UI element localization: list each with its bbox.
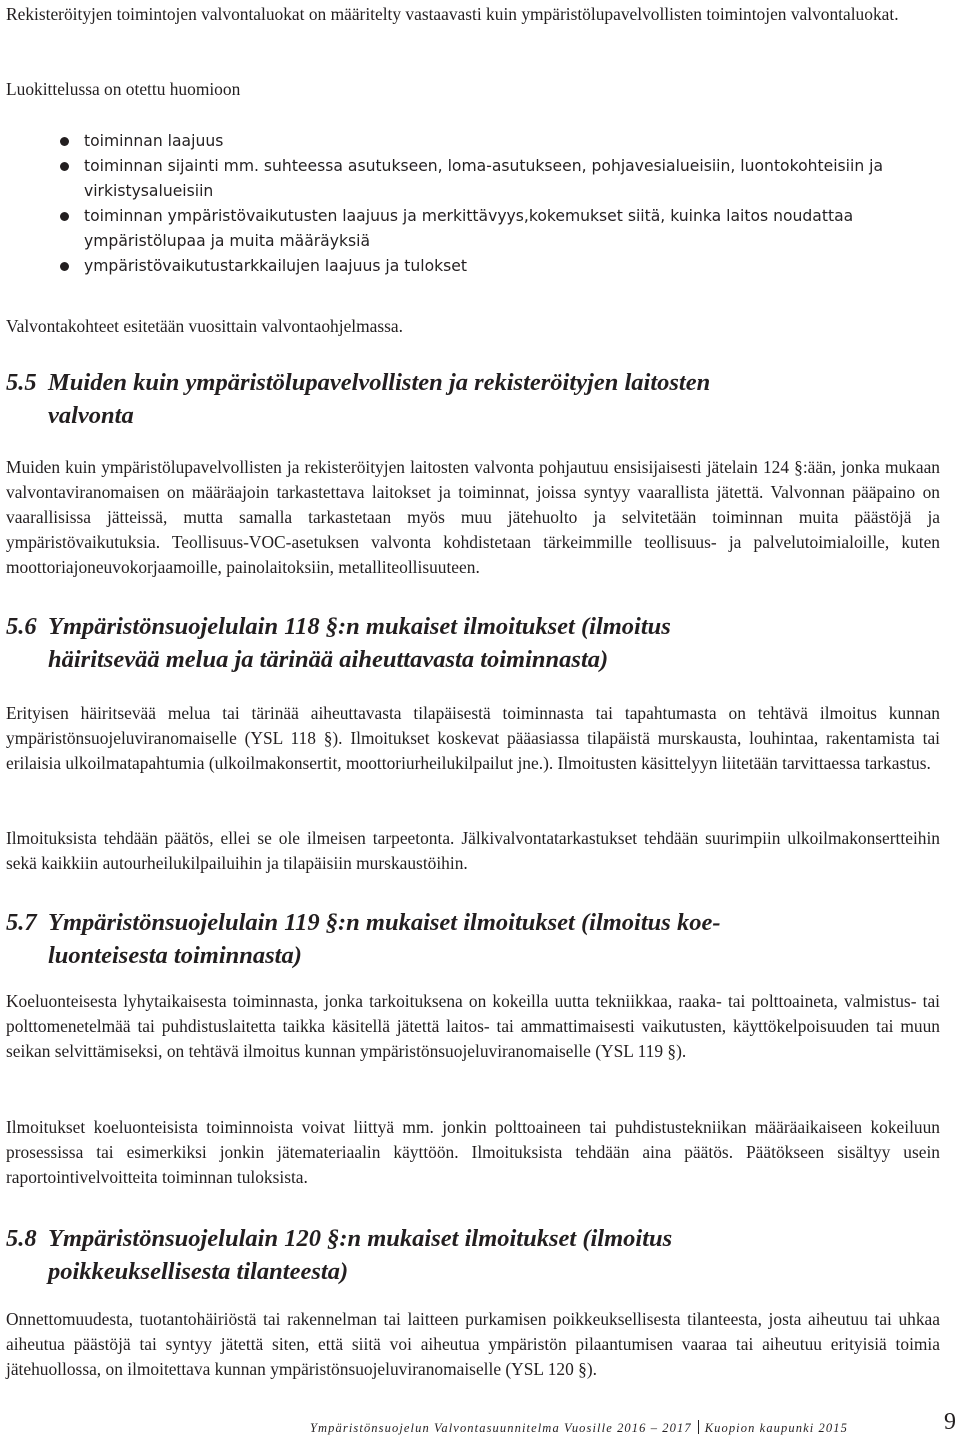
bullet-icon (60, 137, 69, 146)
bullet-icon (60, 262, 69, 271)
section-paragraph: Onnettomuudesta, tuotantohäiriöstä tai rakennelman tai laitteen purkamisen poikkeuksellisesta tilanteesta, josta aiheutuu tai uhkaa aiheutua päästöjä tai syntyy jätettä siten, että siitä voi aiheutua ympäristön pilaantumisen vaaraa tai aiheutuu erityisiä toimia jätehuollossa, on ilmoitettava kunnan ympäristönsuojeluviranomaiselle (YSL 120 §). (6, 1309, 940, 1379)
page-footer (310, 1418, 848, 1438)
list-item: toiminnan ympäristövaikutusten laajuus ja merkittävyys,kokemukset siitä, kuinka laitos noudattaa ympäristölupaa ja muita määräyksiä (0, 204, 920, 254)
section-heading-5-7: 5.7 Ympäristönsuojelulain 119 §:n mukaiset ilmoitukset (ilmoitus koe- luonteisesta toiminnasta) (6, 906, 906, 972)
section-paragraph: Koeluonteisesta lyhytaikaisesta toiminnasta, jonka tarkoituksena on kokeilla uutta tekniikkaa, raaka- tai polttoaineta, valmistus- tai polttomenetelmää tai puhdistuslaitetta taikka käsitellä jätettä laitos- tai ammattimaisesti vaikutusten, käyttökelpoisuuden tai muun seikan selvittämiseksi, on tehtävä ilmoitus kunnan ympäristönsuojeluviranomaiselle (YSL 119 §). (6, 991, 940, 1061)
section-paragraph: Ilmoituksista tehdään päätös, ellei se ole ilmeisen tarpeetonta. Jälkivalvontatarkastukset tehdään suurimpiin ulkoilmakonsertteihin sekä kaikkiin autourheilukilpailuihin ja tilapäisiin murskaustöihin. (6, 828, 940, 873)
list-item: toiminnan laajuus (0, 129, 920, 154)
list-item: ympäristövaikutustarkkailujen laajuus ja tulokset (0, 254, 920, 279)
bullet-list (0, 129, 920, 279)
section-paragraph: Muiden kuin ympäristölupavelvollisten ja rekisteröityjen laitosten valvonta pohjautuu ensisijaisesti jätelain 124 §:ään, jonka mukaan valvontaviranomaisen on määräajoin tarkastettava laitokset ja toiminnat, joissa syntyy vaarallista jätettä. Valvonnan pääpaino on vaarallisissa jätteissä, mutta samalla tarkastetaan myös muu jätehuolto ja selvitetään toiminnan muita päästöjä ja ympäristövaikutuksia. Teollisuus-VOC-asetuksen valvonta kohdistetaan tärkeimmille teollisuus- ja palvelutoimialoille, kuten moottoriajoneuvokorjaamoille, painolaitoksiin, metalliteollisuuteen. (6, 457, 940, 577)
section-paragraph: Ilmoitukset koeluonteisista toiminnoista voivat liittyä mm. jonkin polttoaineen tai puhdistustekniikan määräaikaiseen kokeiluun prosessissa tai esimerkiksi jonkin jätemateriaalin käyttöön. Ilmoituksista tehdään aina päätös. Päätökseen sisältyy usein raportointivelvoitteita toiminnan tuloksista. (6, 1117, 940, 1187)
bullet-icon (60, 212, 69, 221)
section-paragraph: Erityisen häiritsevää melua tai tärinää aiheuttavasta tilapäisestä toiminnasta tai tapahtumasta on tehtävä ilmoitus kunnan ympäristönsuojeluviranomaiselle (YSL 118 §). Ilmoitukset koskevat pääasiassa tilapäistä murskausta, louhintaa, rakentamista tai erilaisia ulkoilmatapahtumia (ulkoilmakonsertit, moottoriurheilukilpailut jne.). Ilmoitusten käsittelyyn liitetään tarvittaessa tarkastus. (6, 703, 940, 773)
footer-doc-title: Ympäristönsuojelun Valvontasuunnitelma Vuosille 2016 – 2017 (310, 1421, 692, 1435)
section-heading-5-8: 5.8 Ympäristönsuojelulain 120 §:n mukaiset ilmoitukset (ilmoitus poikkeuksellisesta tilanteesta) (6, 1222, 906, 1288)
intro-paragraph: Rekisteröityjen toimintojen valvontaluokat on määritelty vastaavasti kuin ympäristölupavelvollisten toimintojen valvontaluokat. (6, 4, 899, 24)
footer-divider (698, 1420, 699, 1434)
bullet-icon (60, 162, 69, 171)
section-number: 5.7 (6, 909, 37, 936)
program-note: Valvontakohteet esitetään vuosittain valvontaohjelmassa. (6, 316, 403, 336)
page-number: 9 (944, 1409, 956, 1435)
section-number: 5.8 (6, 1225, 37, 1252)
section-heading-5-6: 5.6 Ympäristönsuojelulain 118 §:n mukaiset ilmoitukset (ilmoitus häiritsevää melua ja tärinää aiheuttavasta toiminnasta) (6, 610, 906, 676)
footer-publisher: Kuopion kaupunki 2015 (704, 1421, 848, 1435)
intro-lead: Luokittelussa on otettu huomioon (6, 79, 241, 99)
section-number: 5.5 (6, 369, 37, 396)
section-heading-5-5: 5.5 Muiden kuin ympäristölupavelvollisten ja rekisteröityjen laitosten valvonta (6, 366, 906, 432)
section-number: 5.6 (6, 613, 37, 640)
list-item: toiminnan sijainti mm. suhteessa asutukseen, loma-asutukseen, pohjavesialueisiin, luontokohteisiin ja virkistysalueisiin (0, 154, 920, 204)
